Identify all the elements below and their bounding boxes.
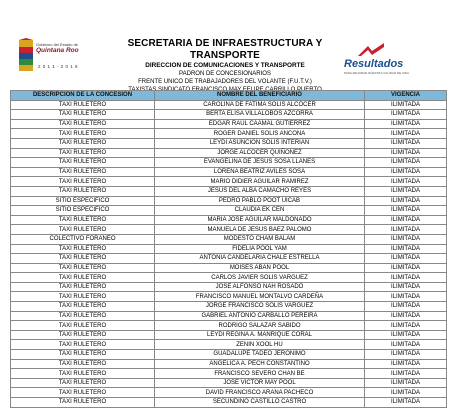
concession-type-cell: TAXI RULETERO [11,369,155,379]
table-row [11,273,447,283]
concession-type-cell: TAXI RULETERO [11,273,155,283]
validity-cell: ILIMITADA [365,282,447,292]
concessions-table [10,90,447,408]
beneficiary-name-cell: ANGELICA A. PECH CONSTANTINO [155,359,365,369]
beneficiary-name-cell: JOSE ALFONSO NAH ROSADO [155,282,365,292]
table-row [11,302,447,312]
concession-type-cell: TAXI RULETERO [11,263,155,273]
table-row [11,388,447,398]
beneficiary-name-cell: RODRIGO SALAZAR SABIDO [155,321,365,331]
beneficiary-name-cell: MOISES ABAN POOL [155,263,365,273]
table-row [11,148,447,158]
resultados-tagline: PARA MEJORAR NUESTRA CALIDAD DE VIDA [344,71,409,75]
validity-cell: ILIMITADA [365,263,447,273]
concession-type-cell: TAXI RULETERO [11,350,155,360]
concession-type-cell: TAXI RULETERO [11,302,155,312]
beneficiary-name-cell: JOSE VICTOR MAY POOL [155,378,365,388]
table-row [11,206,447,216]
concession-type-cell: COLECTIVO FORANEO [11,234,155,244]
quintana-roo-government-logo [18,36,80,84]
concession-type-cell: TAXI RULETERO [11,225,155,235]
table-row [11,196,447,206]
table-row [11,215,447,225]
beneficiary-name-cell: GABRIEL ANTONIO CARBALLO PEREIRA [155,311,365,321]
beneficiary-name-cell: PEDRO PABLO POOT UICAB [155,196,365,206]
concession-type-cell: TAXI RULETERO [11,359,155,369]
table-row [11,177,447,187]
validity-cell: ILIMITADA [365,148,447,158]
concession-type-cell: TAXI RULETERO [11,138,155,148]
concession-type-cell: TAXI RULETERO [11,254,155,264]
table-row [11,330,447,340]
beneficiary-name-cell: SECUNDINO CASTILLO CASTRO [155,398,365,408]
table-row [11,225,447,235]
concession-type-cell: TAXI RULETERO [11,282,155,292]
validity-cell: ILIMITADA [365,129,447,139]
beneficiary-name-cell: ZENIN XOOL HU [155,340,365,350]
table-body [11,100,447,407]
resultados-wordmark: Resultados [344,58,404,70]
table-row [11,359,447,369]
union-name: FRENTE UNICO DE TRABAJADORES DEL VOLANTE (F.U.T.V.) [138,79,312,85]
table-row [11,378,447,388]
concession-type-cell: SITIO ESPECIFICO [11,196,155,206]
table-row [11,234,447,244]
resultados-logo [340,42,430,82]
state-name: Quintana Roo [36,47,79,54]
gov-line: Gobierno del Estado de [36,42,79,47]
validity-cell: ILIMITADA [365,388,447,398]
validity-cell: ILIMITADA [365,138,447,148]
beneficiary-name-cell: JORGE ALCOCER QUIÑONEZ [155,148,365,158]
validity-cell: ILIMITADA [365,244,447,254]
concession-type-cell: TAXI RULETERO [11,321,155,331]
beneficiary-name-cell: MARIA JOSE AGUILAR MALDONADO [155,215,365,225]
beneficiary-name-cell: MODESTO CHAM BALAM [155,234,365,244]
table-row [11,186,447,196]
table-row [11,100,447,110]
concession-type-cell: TAXI RULETERO [11,167,155,177]
validity-cell: ILIMITADA [365,225,447,235]
beneficiary-name-cell: LORENA BEATRIZ AVILES SOSA [155,167,365,177]
table-row [11,244,447,254]
table-row [11,138,447,148]
table-row [11,254,447,264]
validity-cell: ILIMITADA [365,292,447,302]
column-header: VIGENCIA [365,91,447,101]
table-row [11,350,447,360]
validity-cell: ILIMITADA [365,340,447,350]
concession-type-cell: TAXI RULETERO [11,398,155,408]
table-row [11,311,447,321]
concession-type-cell: TAXI RULETERO [11,186,155,196]
validity-cell: ILIMITADA [365,273,447,283]
table-row [11,167,447,177]
table-row [11,282,447,292]
administration-years: 2 0 1 1 - 2 0 1 6 [37,64,79,69]
validity-cell: ILIMITADA [365,167,447,177]
validity-cell: ILIMITADA [365,110,447,120]
validity-cell: ILIMITADA [365,302,447,312]
beneficiary-name-cell: MANUELA DE JESUS BAEZ PALOMO [155,225,365,235]
beneficiary-name-cell: GUADALUPE TADEO JERONIMO [155,350,365,360]
validity-cell: ILIMITADA [365,196,447,206]
validity-cell: ILIMITADA [365,378,447,388]
beneficiary-name-cell: CAROLINA DE FATIMA SOLIS ALCOCER [155,100,365,110]
beneficiary-name-cell: LEYDI ASUNCION SOLIS INTERIAN [155,138,365,148]
validity-cell: ILIMITADA [365,321,447,331]
registry-title: PADRON DE CONCESIONARIOS [179,71,271,77]
beneficiary-name-cell: EDGAR RAUL CAAMAL GUTIERREZ [155,119,365,129]
concession-type-cell: TAXI RULETERO [11,244,155,254]
beneficiary-name-cell: JORGE FRANCISCO SOLIS VARGUEZ [155,302,365,312]
validity-cell: ILIMITADA [365,215,447,225]
table-header-row [11,91,447,101]
concession-type-cell: TAXI RULETERO [11,119,155,129]
validity-cell: ILIMITADA [365,177,447,187]
page-title: SECRETARIA DE INFRAESTRUCTURA Y TRANSPORTE [127,38,323,61]
beneficiary-name-cell: CARLOS JAVIER SOLIS VARGUEZ [155,273,365,283]
page-subtitle: DIRECCION DE COMUNICACIONES Y TRANSPORTE [145,62,305,69]
table-row [11,321,447,331]
concession-type-cell: TAXI RULETERO [11,148,155,158]
concession-type-cell: TAXI RULETERO [11,292,155,302]
beneficiary-name-cell: CLAUDIA EK CEN [155,206,365,216]
state-crest-icon [18,38,34,74]
concession-type-cell: SITIO ESPECIFICO [11,206,155,216]
table-row [11,369,447,379]
table-row [11,292,447,302]
table-row [11,340,447,350]
validity-cell: ILIMITADA [365,311,447,321]
concession-type-cell: TAXI RULETERO [11,110,155,120]
concession-type-cell: TAXI RULETERO [11,215,155,225]
column-header: NOMBRE DEL BENEFICIARIO [155,91,365,101]
table-row [11,110,447,120]
beneficiary-name-cell: JESUS DEL ALBA CAMACHO REYES [155,186,365,196]
table-row [11,263,447,273]
column-header: DESCRIPCION DE LA CONCESION [11,91,155,101]
validity-cell: ILIMITADA [365,234,447,244]
resultados-swoosh-icon [356,42,386,58]
beneficiary-name-cell: EVANGELINA DE JESUS SOSA LLANES [155,158,365,168]
validity-cell: ILIMITADA [365,254,447,264]
concession-type-cell: TAXI RULETERO [11,378,155,388]
concession-type-cell: TAXI RULETERO [11,311,155,321]
table-row [11,129,447,139]
beneficiary-name-cell: ROGER DANIEL SOLIS ANCONA [155,129,365,139]
concession-type-cell: TAXI RULETERO [11,100,155,110]
validity-cell: ILIMITADA [365,369,447,379]
validity-cell: ILIMITADA [365,119,447,129]
table-row [11,119,447,129]
beneficiary-name-cell: FRANCISCO SEVERO CHAN BE [155,369,365,379]
table-row [11,398,447,408]
validity-cell: ILIMITADA [365,186,447,196]
validity-cell: ILIMITADA [365,359,447,369]
document-header [0,0,450,90]
beneficiary-name-cell: DAVID FRANCISCO ARANA PACHECO [155,388,365,398]
concession-type-cell: TAXI RULETERO [11,388,155,398]
beneficiary-name-cell: FIDELIA POOL YAM [155,244,365,254]
beneficiary-name-cell: FRANCISCO MANUEL MONTALVO CARDEÑA [155,292,365,302]
table-row [11,158,447,168]
concession-type-cell: TAXI RULETERO [11,129,155,139]
beneficiary-name-cell: ANTONIA CANDELARIA CHALE ESTRELLA [155,254,365,264]
validity-cell: ILIMITADA [365,398,447,408]
validity-cell: ILIMITADA [365,100,447,110]
validity-cell: ILIMITADA [365,350,447,360]
concession-type-cell: TAXI RULETERO [11,340,155,350]
title-block [95,38,355,94]
concession-type-cell: TAXI RULETERO [11,177,155,187]
concession-type-cell: TAXI RULETERO [11,330,155,340]
validity-cell: ILIMITADA [365,330,447,340]
beneficiary-name-cell: LEYDI REGINA A. MANRIQUE CORAL [155,330,365,340]
validity-cell: ILIMITADA [365,158,447,168]
beneficiary-name-cell: BERTA ELISA VILLALOBOS AZCORRA [155,110,365,120]
beneficiary-name-cell: MARIO DIDIER AGUILAR RAMIREZ [155,177,365,187]
validity-cell: ILIMITADA [365,206,447,216]
concession-type-cell: TAXI RULETERO [11,158,155,168]
